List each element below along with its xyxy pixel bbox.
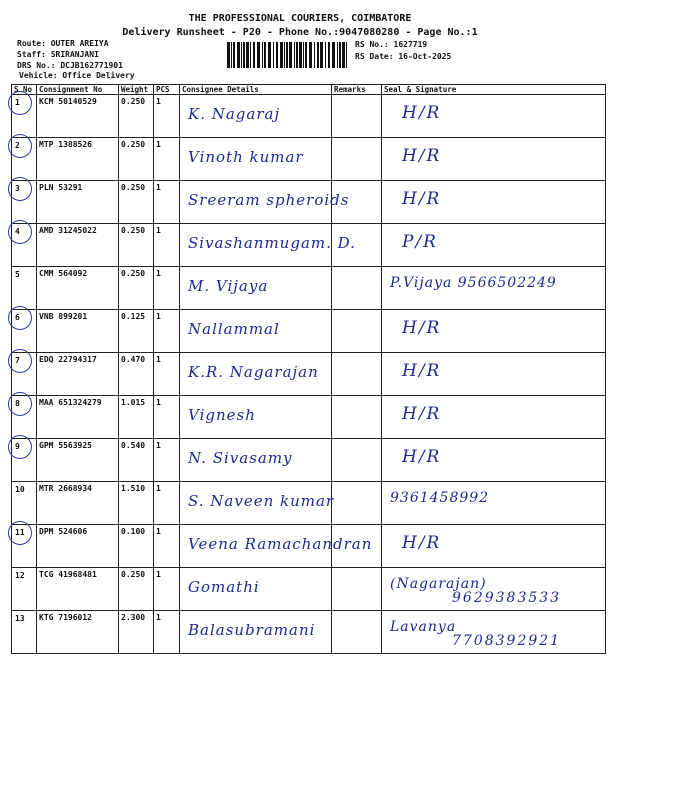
serial-number-cell [12, 439, 37, 482]
serial-number: 1 [15, 98, 20, 107]
handwritten-consignee-name: Vinoth kumar [188, 148, 304, 166]
serial-number: 5 [15, 270, 20, 279]
handwritten-circle-mark [8, 134, 32, 158]
table-row [12, 95, 606, 138]
consignee-cell [180, 138, 332, 181]
rs-date: RS Date: 16-Oct-2025 [355, 52, 452, 61]
handwritten-circle-mark [8, 392, 32, 416]
table-body [12, 95, 606, 654]
serial-number: 9 [15, 442, 20, 451]
handwritten-consignee-name: Nallammal [188, 320, 280, 338]
serial-number: 3 [15, 184, 20, 193]
route-label: Route: OUTER AREIYA [17, 39, 109, 48]
pieces-cell: 1 [154, 611, 180, 654]
vehicle-label: Vehicle: Office Delivery [19, 71, 135, 80]
weight-cell: 0.470 [119, 353, 154, 396]
weight-cell: 0.540 [119, 439, 154, 482]
pieces-cell: 1 [154, 138, 180, 181]
column-header: Seal & Signature [382, 85, 606, 95]
serial-number-cell [12, 310, 37, 353]
serial-number-cell [12, 267, 37, 310]
seal-signature-cell [382, 568, 606, 611]
weight-cell: 0.250 [119, 138, 154, 181]
handwritten-consignee-name: M. Vijaya [188, 277, 269, 295]
seal-signature-cell [382, 353, 606, 396]
handwritten-signature: (Nagarajan) [390, 576, 487, 592]
consignment-number-cell: TCG 41968481 [37, 568, 119, 611]
handwritten-signature: H/R [402, 361, 442, 381]
serial-number-cell [12, 181, 37, 224]
table-row [12, 310, 606, 353]
column-header: PCS [154, 85, 180, 95]
handwritten-signature: H/R [402, 103, 442, 123]
handwritten-circle-mark [8, 435, 32, 459]
weight-cell: 0.250 [119, 181, 154, 224]
serial-number-cell [12, 396, 37, 439]
handwritten-signature: H/R [402, 189, 442, 209]
serial-number: 10 [15, 485, 25, 494]
consignee-cell [180, 181, 350, 224]
remarks-cell [332, 353, 382, 396]
handwritten-signature: P/R [402, 232, 438, 252]
column-header: Remarks [332, 85, 382, 95]
consignee-cell [180, 353, 332, 396]
weight-cell: 0.250 [119, 568, 154, 611]
weight-cell: 0.250 [119, 267, 154, 310]
consignee-cell [180, 482, 335, 525]
handwritten-consignee-name: S. Naveen kumar [188, 492, 335, 510]
table-row [12, 525, 606, 568]
pieces-cell: 1 [154, 525, 180, 568]
serial-number-cell [12, 525, 37, 568]
serial-number: 11 [15, 528, 25, 537]
table-row [12, 224, 606, 267]
table-row [12, 396, 606, 439]
pieces-cell: 1 [154, 310, 180, 353]
consignment-number-cell: KTG 7196012 [37, 611, 119, 654]
table-row [12, 181, 606, 224]
pieces-cell: 1 [154, 95, 180, 138]
serial-number: 7 [15, 356, 20, 365]
serial-number-cell [12, 353, 37, 396]
column-header: Weight [119, 85, 154, 95]
serial-number: 8 [15, 399, 20, 408]
table-row [12, 267, 606, 310]
consignee-cell [180, 611, 332, 654]
handwritten-signature: H/R [402, 533, 442, 553]
remarks-cell [332, 611, 382, 654]
rs-number: RS No.: 1627719 [355, 40, 428, 49]
seal-signature-cell [382, 181, 606, 224]
seal-signature-cell [382, 267, 606, 310]
pieces-cell: 1 [154, 224, 180, 267]
handwritten-signature: P.Vijaya 9566502249 [390, 275, 557, 291]
handwritten-consignee-name: N. Sivasamy [188, 449, 293, 467]
handwritten-signature: 9361458992 [390, 490, 490, 506]
pieces-cell: 1 [154, 482, 180, 525]
consignment-number-cell: DPM 524606 [37, 525, 119, 568]
consignee-cell [180, 224, 356, 267]
table-header-row [12, 85, 606, 95]
consignment-number-cell: GPM 5563925 [37, 439, 119, 482]
serial-number-cell [12, 224, 37, 267]
consignment-number-cell: AMD 31245022 [37, 224, 119, 267]
handwritten-phone-number: 7708392921 [452, 633, 562, 649]
pieces-cell: 1 [154, 267, 180, 310]
weight-cell: 1.015 [119, 396, 154, 439]
seal-signature-cell [382, 482, 606, 525]
pieces-cell: 1 [154, 353, 180, 396]
serial-number: 12 [15, 571, 25, 580]
table-row [12, 353, 606, 396]
column-header: S No [12, 85, 37, 95]
runsheet-table [11, 84, 606, 654]
handwritten-consignee-name: Sivashanmugam. D. [188, 234, 356, 252]
consignment-number-cell: VNB 899201 [37, 310, 119, 353]
handwritten-signature: Lavanya [390, 619, 457, 635]
serial-number-cell [12, 95, 37, 138]
pieces-cell: 1 [154, 568, 180, 611]
report-subtitle: Delivery Runsheet - P20 - Phone No.:9047080280 - Page No.:1 [122, 27, 478, 38]
seal-signature-cell [382, 525, 606, 568]
consignee-cell [180, 439, 332, 482]
weight-cell: 0.250 [119, 95, 154, 138]
consignee-cell [180, 95, 332, 138]
pieces-cell: 1 [154, 181, 180, 224]
handwritten-signature: H/R [402, 146, 442, 166]
handwritten-consignee-name: Veena Ramachandran [188, 535, 373, 553]
consignment-number-cell: MTP 1388526 [37, 138, 119, 181]
table-row [12, 138, 606, 181]
serial-number: 6 [15, 313, 20, 322]
consignee-cell [180, 267, 332, 310]
seal-signature-cell [382, 224, 606, 267]
remarks-cell [332, 439, 382, 482]
serial-number-cell [12, 611, 37, 654]
handwritten-phone-number: 9629383533 [452, 590, 562, 606]
serial-number-cell [12, 568, 37, 611]
remarks-cell [332, 568, 382, 611]
weight-cell: 1.510 [119, 482, 154, 525]
barcode-image [227, 42, 349, 68]
report-title: THE PROFESSIONAL COURIERS, COIMBATORE [188, 13, 412, 24]
serial-number: 13 [15, 614, 25, 623]
remarks-cell [332, 396, 382, 439]
drs-label: DRS No.: DCJB162771901 [17, 61, 123, 70]
handwritten-consignee-name: K.R. Nagarajan [188, 363, 319, 381]
column-header: Consignment No [37, 85, 119, 95]
table-row [12, 482, 606, 525]
seal-signature-cell [382, 439, 606, 482]
seal-signature-cell [382, 95, 606, 138]
handwritten-circle-mark [8, 306, 32, 330]
consignee-cell [180, 525, 373, 568]
handwritten-circle-mark [8, 220, 32, 244]
remarks-cell [332, 482, 382, 525]
consignment-number-cell: PLN 53291 [37, 181, 119, 224]
handwritten-consignee-name: Vignesh [188, 406, 256, 424]
weight-cell: 2.300 [119, 611, 154, 654]
handwritten-signature: H/R [402, 318, 442, 338]
handwritten-circle-mark [8, 177, 32, 201]
handwritten-consignee-name: Sreeram spheroids [188, 191, 350, 209]
serial-number: 4 [15, 227, 20, 236]
remarks-cell [332, 267, 382, 310]
remarks-cell [332, 310, 382, 353]
consignee-cell [180, 396, 332, 439]
handwritten-signature: H/R [402, 447, 442, 467]
seal-signature-cell [382, 138, 606, 181]
handwritten-consignee-name: Gomathi [188, 578, 260, 596]
serial-number-cell [12, 138, 37, 181]
pieces-cell: 1 [154, 439, 180, 482]
consignee-cell [180, 568, 332, 611]
consignee-cell [180, 310, 332, 353]
handwritten-circle-mark [8, 349, 32, 373]
serial-number-cell [12, 482, 37, 525]
weight-cell: 0.100 [119, 525, 154, 568]
seal-signature-cell [382, 611, 606, 654]
column-header: Consignee Details [180, 85, 332, 95]
remarks-cell [332, 95, 382, 138]
handwritten-consignee-name: Balasubramani [188, 621, 316, 639]
handwritten-consignee-name: K. Nagaraj [188, 105, 281, 123]
consignment-number-cell: KCM 50140529 [37, 95, 119, 138]
seal-signature-cell [382, 310, 606, 353]
table-row [12, 611, 606, 654]
serial-number: 2 [15, 141, 20, 150]
weight-cell: 0.250 [119, 224, 154, 267]
remarks-cell [332, 138, 382, 181]
handwritten-circle-mark [8, 91, 32, 115]
consignment-number-cell: CMM 564092 [37, 267, 119, 310]
pieces-cell: 1 [154, 396, 180, 439]
handwritten-signature: H/R [402, 404, 442, 424]
table-row [12, 568, 606, 611]
table-row [12, 439, 606, 482]
consignment-number-cell: MTR 2668934 [37, 482, 119, 525]
consignment-number-cell: EDQ 22794317 [37, 353, 119, 396]
weight-cell: 0.125 [119, 310, 154, 353]
staff-label: Staff: SRIRANJANI [17, 50, 99, 59]
consignment-number-cell: MAA 651324279 [37, 396, 119, 439]
seal-signature-cell [382, 396, 606, 439]
